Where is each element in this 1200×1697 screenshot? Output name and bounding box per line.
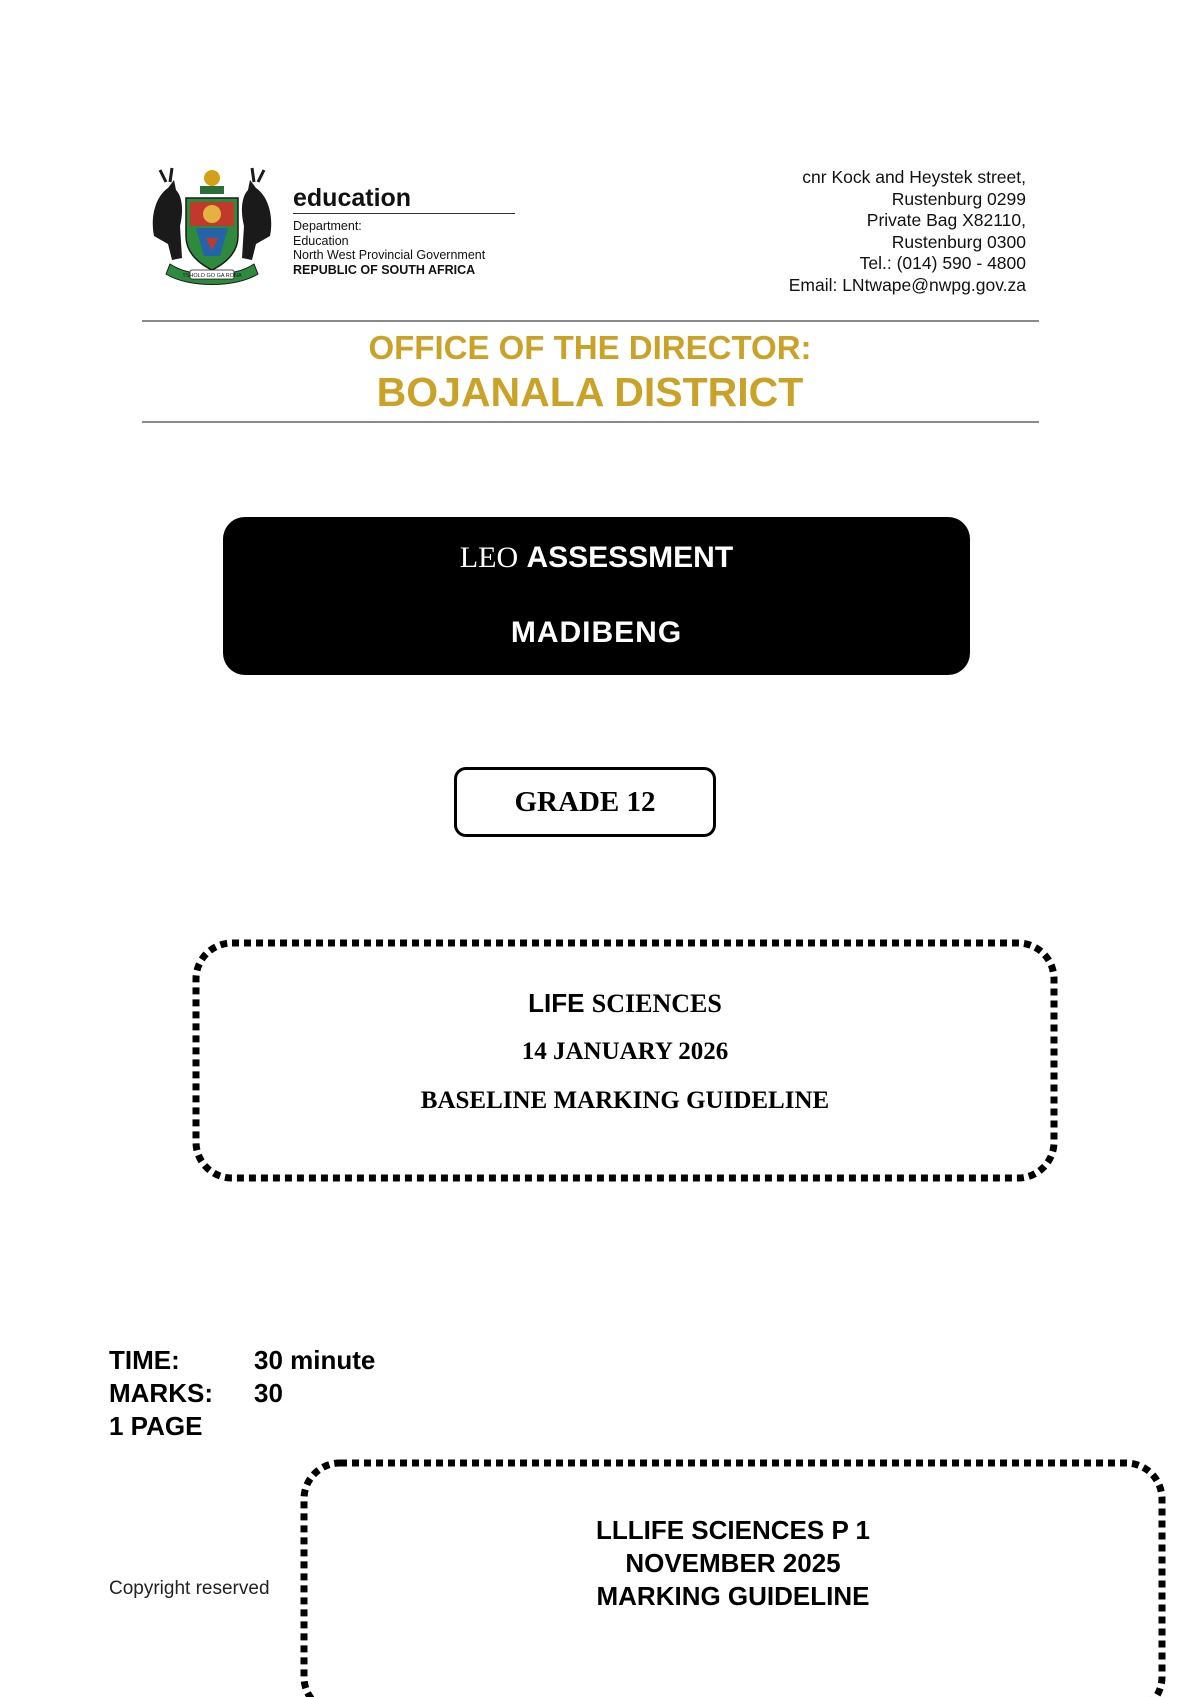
subject-life: LIFE bbox=[528, 988, 585, 1018]
address-line: Rustenburg 0299 bbox=[891, 188, 1026, 209]
subject-sciences: SCIENCES bbox=[591, 989, 722, 1018]
time-row bbox=[109, 1344, 375, 1377]
exam-date: 14 JANUARY 2026 bbox=[521, 1038, 729, 1065]
footer-subject: LLLIFE SCIENCES P 1 bbox=[595, 1515, 870, 1545]
department-line: North West Provincial Government bbox=[293, 248, 486, 262]
logo-divider bbox=[293, 213, 515, 214]
coat-of-arms-logo bbox=[146, 166, 278, 290]
marks-row bbox=[109, 1377, 375, 1410]
guideline-title: BASELINE MARKING GUIDELINE bbox=[420, 1087, 830, 1114]
department-line: REPUBLIC OF SOUTH AFRICA bbox=[293, 262, 476, 277]
exam-info bbox=[109, 1344, 375, 1443]
crest-motto: TSHOLO GO GA RONA bbox=[182, 273, 242, 279]
header-rule-bottom bbox=[142, 421, 1039, 423]
address-block bbox=[789, 167, 1026, 296]
department-lines bbox=[293, 219, 485, 277]
assessment-label: ASSESSMENT bbox=[526, 541, 734, 574]
grade-box: GRADE 12 bbox=[454, 767, 716, 837]
department-line: Education bbox=[293, 233, 349, 248]
pages-row: 1 PAGE bbox=[109, 1411, 203, 1441]
copyright-note: Copyright reserved bbox=[109, 1578, 270, 1599]
education-wordmark: education bbox=[293, 184, 412, 212]
district-title: BOJANALA DISTRICT bbox=[376, 369, 804, 415]
address-line: Tel.: (014) 590 - 4800 bbox=[859, 253, 1026, 273]
leo-label: LEO bbox=[459, 541, 519, 574]
marks-value: 30 bbox=[254, 1378, 283, 1408]
footer-box-text bbox=[298, 1514, 1168, 1613]
office-title: OFFICE OF THE DIRECTOR: bbox=[368, 329, 812, 366]
marks-label: MARKS: bbox=[109, 1378, 213, 1408]
subject-title bbox=[190, 988, 1060, 1019]
footer-date: NOVEMBER 2025 bbox=[625, 1548, 841, 1578]
area-label: MADIBENG bbox=[510, 616, 683, 649]
header-rule-top bbox=[142, 320, 1039, 322]
department-line: Department: bbox=[293, 219, 362, 233]
time-label: TIME: bbox=[109, 1345, 180, 1375]
address-line: Private Bag X82110, bbox=[866, 210, 1026, 230]
address-line: cnr Kock and Heystek street, bbox=[802, 167, 1026, 187]
assessment-title bbox=[223, 541, 970, 575]
address-line: Email: LNtwape@nwpg.gov.za bbox=[788, 274, 1026, 295]
time-value: 30 minute bbox=[254, 1345, 376, 1375]
footer-guideline: MARKING GUIDELINE bbox=[596, 1581, 870, 1611]
address-line: Rustenburg 0300 bbox=[891, 231, 1026, 252]
